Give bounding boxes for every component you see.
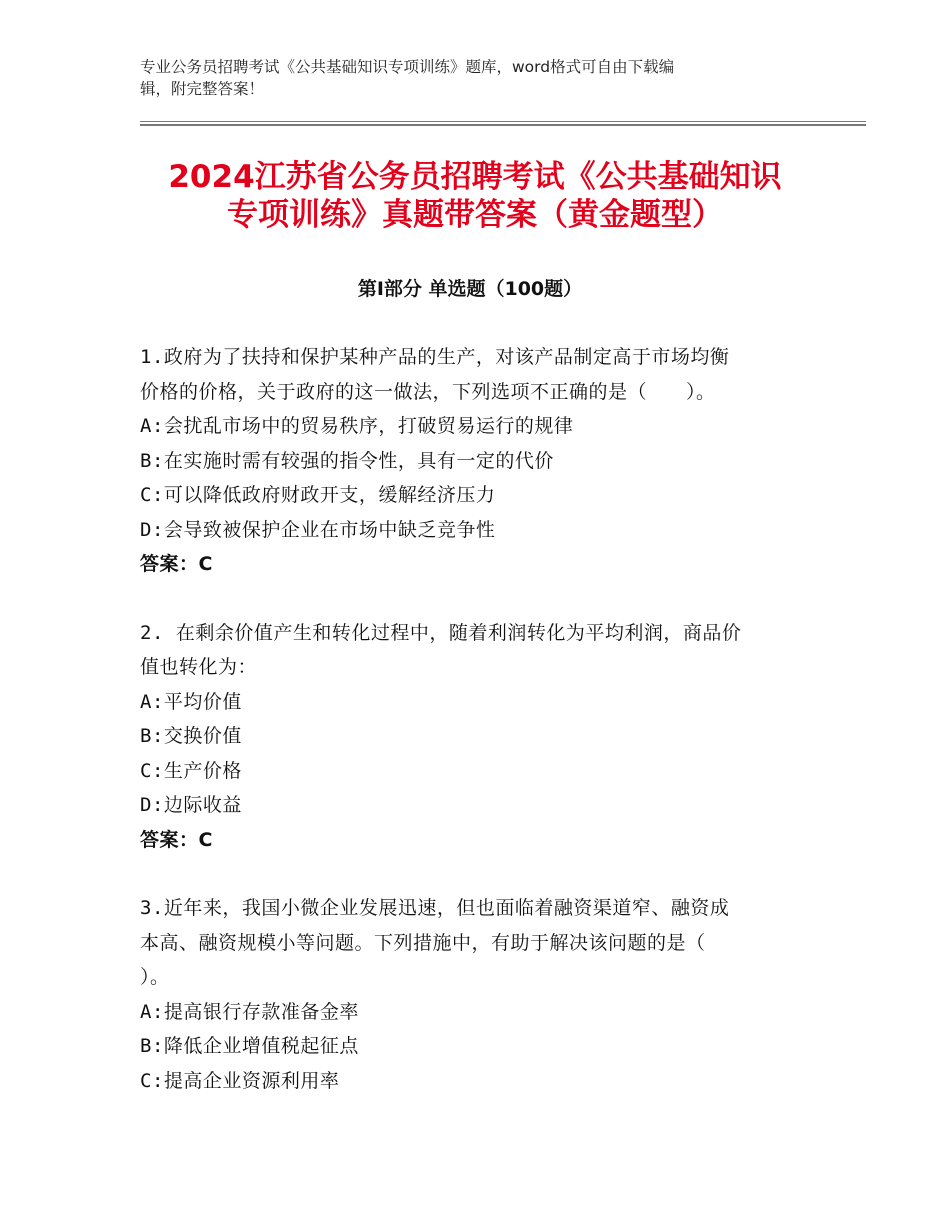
option-c: C:提高企业资源利用率 bbox=[140, 1069, 340, 1092]
question-text-line: 1.政府为了扶持和保护某种产品的生产，对该产品制定高于市场均衡 bbox=[140, 346, 730, 368]
option-d: D:会导致被保护企业在市场中缺乏竞争性 bbox=[140, 518, 496, 541]
option-b: B:降低企业增值税起征点 bbox=[140, 1035, 359, 1057]
title-line: 专项训练》真题带答案（黄金题型） bbox=[227, 197, 723, 233]
section-heading: 第Ⅰ部分 单选题（100题） bbox=[357, 278, 583, 300]
document-title bbox=[120, 158, 830, 234]
question-text-line: 本高、融资规模小等问题。下列措施中，有助于解决该问题的是（ bbox=[140, 931, 706, 954]
title-line: 2024江苏省公务员招聘考试《公共基础知识 bbox=[168, 159, 782, 195]
option-a: A:平均价值 bbox=[140, 690, 242, 713]
header-note-line: 辑，附完整答案！ bbox=[140, 80, 265, 98]
answer-label: 答案：C bbox=[140, 828, 213, 851]
option-b: B:在实施时需有较强的指令性，具有一定的代价 bbox=[140, 449, 554, 472]
option-d: D:边际收益 bbox=[140, 794, 242, 816]
option-a: A:提高银行存款准备金率 bbox=[140, 1000, 359, 1023]
option-c: C:生产价格 bbox=[140, 759, 242, 782]
question-text-line: 2. 在剩余价值产生和转化过程中，随着利润转化为平均利润，商品价 bbox=[140, 621, 742, 644]
option-c: C:可以降低政府财政开支，缓解经济压力 bbox=[140, 484, 496, 506]
option-a: A:会扰乱市场中的贸易秩序，打破贸易运行的规律 bbox=[140, 415, 574, 437]
question-item bbox=[140, 891, 808, 1098]
header-note-line: 专业公务员招聘考试《公共基础知识专项训练》题库，word格式可自由下载编 bbox=[140, 58, 675, 76]
question-text-line: 3.近年来，我国小微企业发展迅速，但也面临着融资渠道窄、融资成 bbox=[140, 897, 730, 919]
option-b: B:交换价值 bbox=[140, 725, 242, 747]
header-divider bbox=[140, 124, 866, 126]
header-divider bbox=[140, 121, 866, 122]
question-item bbox=[140, 340, 808, 582]
question-item bbox=[140, 616, 808, 858]
question-text-line: ）。 bbox=[140, 966, 170, 988]
question-text-line: 值也转化为： bbox=[140, 656, 258, 678]
question-list bbox=[140, 340, 808, 1132]
header-note bbox=[140, 56, 800, 100]
question-text-line: 价格的价格，关于政府的这一做法，下列选项不正确的是（ ）。 bbox=[140, 380, 716, 403]
answer-label: 答案：C bbox=[140, 553, 213, 575]
